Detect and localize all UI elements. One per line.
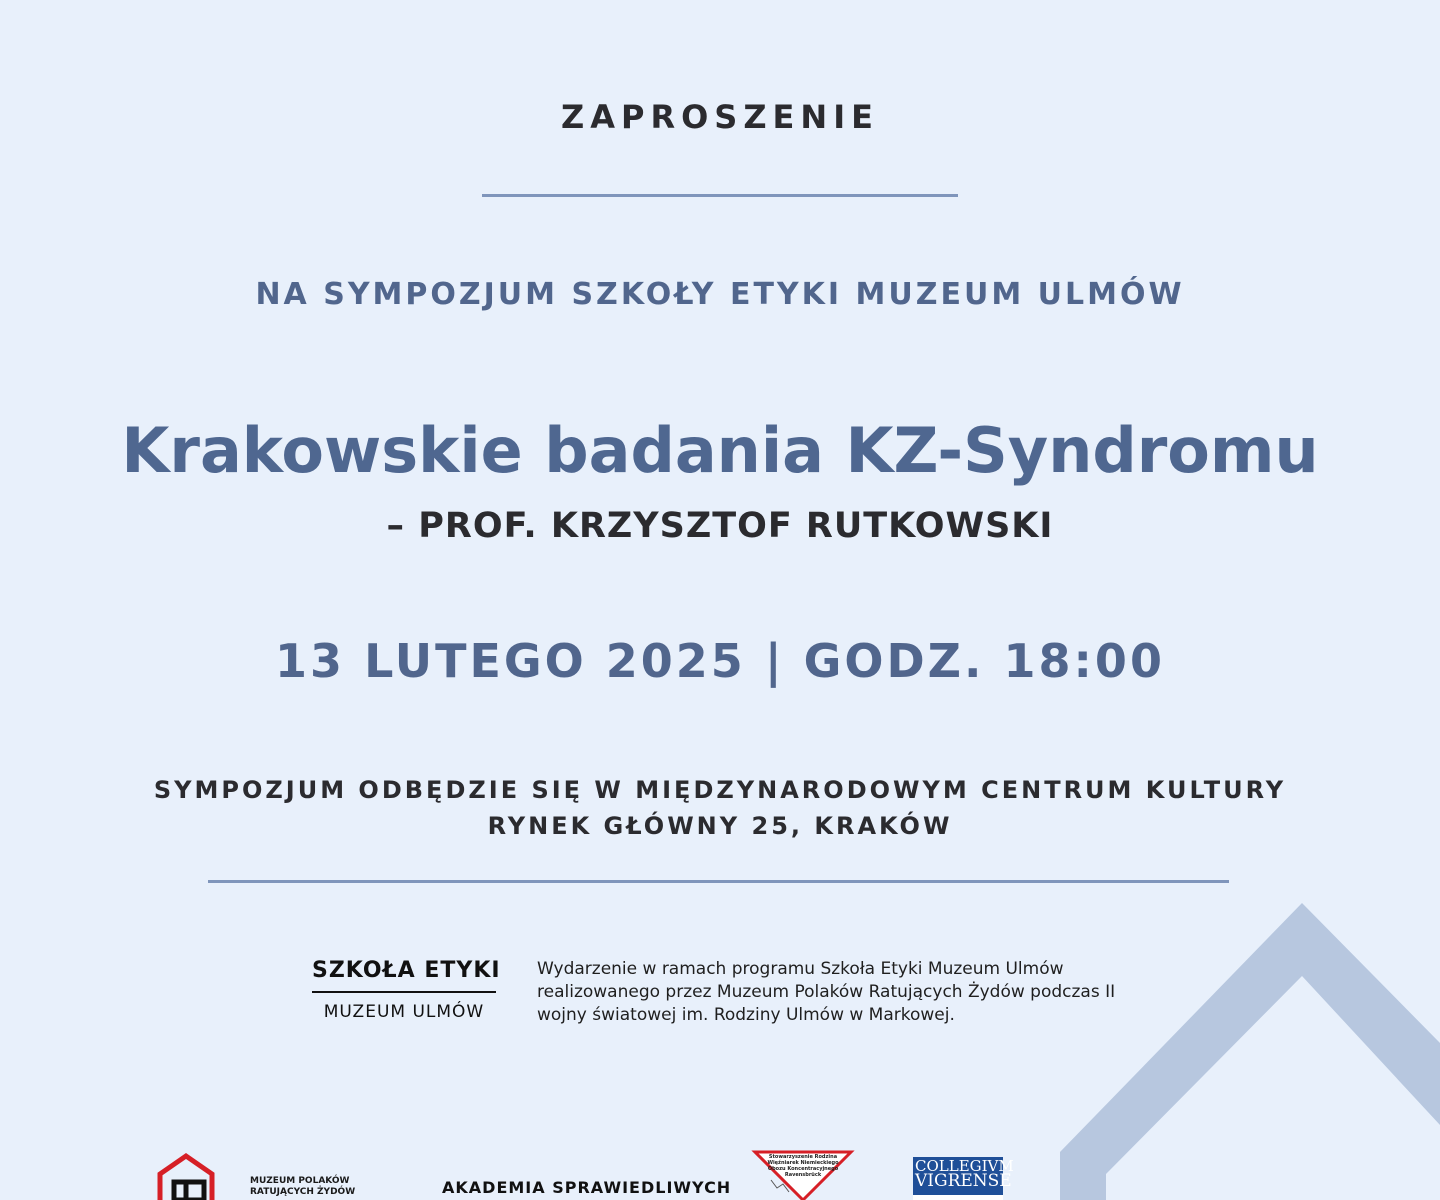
- house-logo-icon: [155, 1152, 237, 1200]
- invitation-heading: ZAPROSZENIE: [561, 98, 879, 136]
- symposium-subtitle: NA SYMPOZJUM SZKOŁY ETYKI MUZEUM ULMÓW: [255, 277, 1185, 312]
- collegium-vigrense-logo: [913, 1157, 1014, 1200]
- top-divider: [482, 194, 958, 197]
- speaker-name: – PROF. KRZYSZTOF RUTKOWSKI: [386, 506, 1054, 546]
- association-logo-text: Stowarzyszenie Rodzina Więźniarek Niemieckiego Obozu Koncentracyjnego Ravensbrück: [767, 1154, 839, 1178]
- bottom-divider: [208, 880, 1229, 883]
- museum-logo-text-line-2: RATUJĄCYCH ŻYDÓW: [250, 1187, 356, 1197]
- collegium-logo-stripe: [913, 1195, 1003, 1200]
- venue-line-1: SYMPOZJUM ODBĘDZIE SIĘ W MIĘDZYNARODOWYM CENTRUM KULTURY: [153, 776, 1287, 804]
- school-logo-title: SZKOŁA ETYKI: [312, 958, 501, 983]
- academy-sponsor-name: AKADEMIA SPRAWIEDLIWYCH: [442, 1178, 732, 1197]
- lecture-title: Krakowskie badania KZ-Syndromu: [121, 414, 1319, 487]
- event-date-time: 13 LUTEGO 2025 | GODZ. 18:00: [275, 634, 1165, 688]
- house-outline-icon: [1050, 900, 1440, 1200]
- collegium-logo-line-2: VIGRENSE: [915, 1171, 1012, 1191]
- association-sponsor-logo: [753, 1150, 853, 1200]
- museum-sponsor-logo: [155, 1152, 375, 1200]
- program-description: Wydarzenie w ramach programu Szkoła Etyki Muzeum Ulmów realizowanego przez Muzeum Polaków Ratujących Żydów podczas II wojny światowej im. Rodziny Ulmów w Markowej.: [537, 959, 1116, 1025]
- museum-logo-text-line-1: MUZEUM POLAKÓW: [250, 1176, 350, 1186]
- collegium-logo-line-1: COLLEGIVM: [915, 1157, 1014, 1175]
- museum-logo-text: [250, 1176, 355, 1198]
- school-logo-subtitle: MUZEUM ULMÓW: [323, 1002, 485, 1022]
- venue-line-2: RYNEK GŁÓWNY 25, KRAKÓW: [487, 812, 953, 840]
- school-of-ethics-logo: [312, 958, 501, 1022]
- school-logo-divider: [312, 991, 496, 993]
